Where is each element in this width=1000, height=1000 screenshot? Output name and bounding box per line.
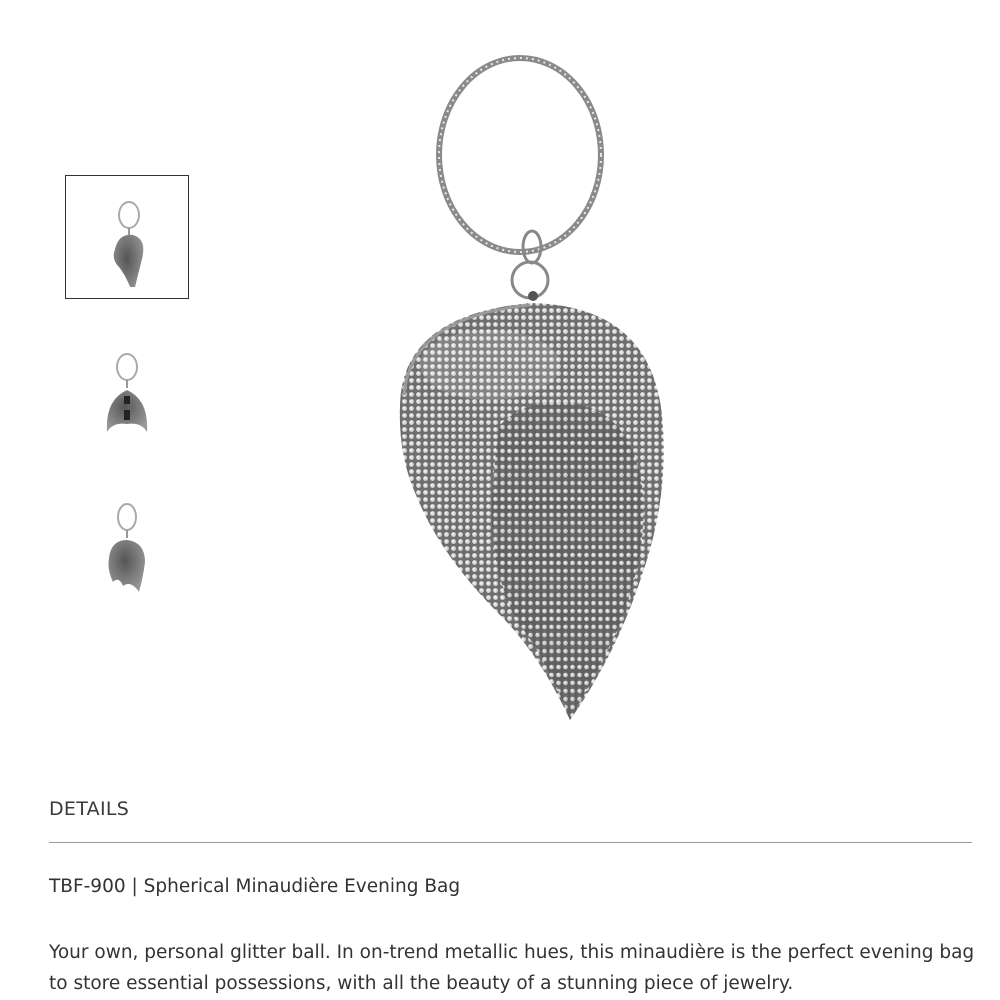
- details-heading: DETAILS: [49, 798, 130, 820]
- thumbnail-3[interactable]: [65, 480, 189, 604]
- evening-bag-image: [380, 55, 700, 735]
- product-title: TBF-900 | Spherical Minaudière Evening Bag: [49, 876, 461, 897]
- divider: [49, 842, 972, 843]
- thumbnail-1[interactable]: [65, 175, 189, 299]
- bag-open-thumbnail-icon: [97, 342, 157, 442]
- bag-angled-thumbnail-icon: [97, 492, 157, 592]
- product-description: Your own, personal glitter ball. In on-trend metallic hues, this minaudière is the perfect evening bag to store essential possessions, with all the beauty of a stunning piece of jewelry.: [49, 942, 975, 994]
- bag-thumbnail-icon: [97, 187, 157, 287]
- thumbnail-2[interactable]: [65, 330, 189, 454]
- main-product-image[interactable]: [380, 55, 700, 735]
